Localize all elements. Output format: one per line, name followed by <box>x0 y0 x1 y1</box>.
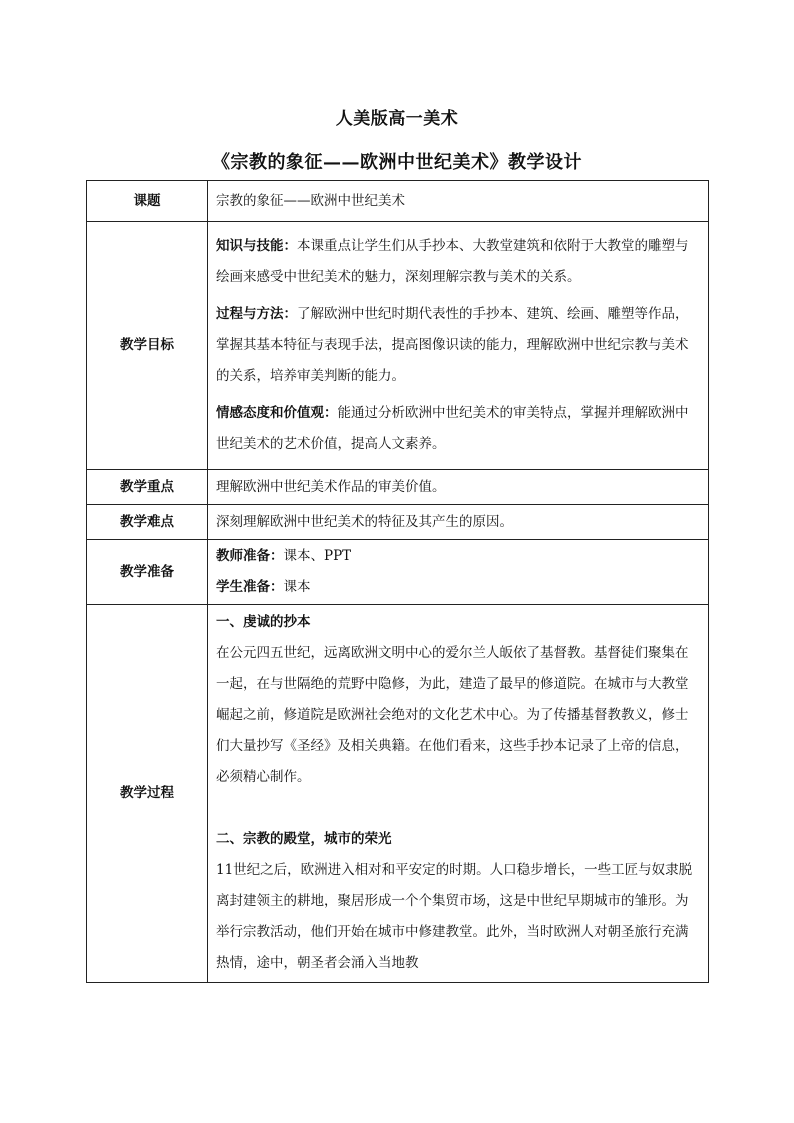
process-cell <box>208 605 709 983</box>
emotion-text: 能通过分析欧洲中世纪美术的审美特点，掌握并理解欧洲中世纪美术的艺术价值，提高人文素养。 <box>216 405 689 452</box>
section2-heading: 二、宗教的殿堂，城市的荣光 <box>216 831 392 847</box>
table-row <box>87 605 709 983</box>
section2-text: 11世纪之后，欧洲进入相对和平安定的时期。人口稳步增长，一些工匠与奴隶脱离封建领主的耕地，聚居形成一个个集贸市场，这是中世纪早期城市的雏形。为举行宗教活动，他们开始在城市中修建教堂。此外，当时欧洲人对朝圣旅行充满热情，途中，朝圣者会涌入当地教 <box>216 862 693 971</box>
student-prep-text: 课本 <box>283 579 311 595</box>
emotion-paragraph <box>216 395 700 463</box>
table-row <box>87 505 709 540</box>
difficulties-label: 教学难点 <box>87 505 208 540</box>
table-row <box>87 540 709 605</box>
topic-label: 课题 <box>87 181 208 222</box>
preparation-label: 教学准备 <box>87 540 208 605</box>
document-subtitle: 《宗教的象征——欧洲中世纪美术》教学设计 <box>212 152 582 173</box>
table-row <box>87 222 709 470</box>
table-row <box>87 181 709 222</box>
section-spacer <box>216 793 700 824</box>
knowledge-paragraph <box>216 228 700 296</box>
teacher-prep-text: 课本、PPT <box>283 548 352 564</box>
document-title: 人美版高一美术 <box>335 109 459 129</box>
key-points-value: 理解欧洲中世纪美术作品的审美价值。 <box>208 470 709 505</box>
difficulties-value: 深刻理解欧洲中世纪美术的特征及其产生的原因。 <box>208 505 709 540</box>
student-prep <box>216 572 700 603</box>
student-prep-label: 学生准备： <box>216 579 284 595</box>
process-label: 教学过程 <box>87 605 208 983</box>
table-row <box>87 470 709 505</box>
teacher-prep-label: 教师准备： <box>216 548 284 564</box>
objectives-cell <box>208 222 709 470</box>
section1-text: 在公元四五世纪，远离欧洲文明中心的爱尔兰人皈依了基督教。基督徒们聚集在一起，在与世隔绝的荒野中隐修，为此，建造了最早的修道院。在城市与大教堂崛起之前，修道院是欧洲社会绝对的文化艺术中心。为了传播基督教教义，修士们大量抄写《圣经》及相关典籍。在他们看来，这些手抄本记录了上帝的信息，必须精心制作。 <box>216 645 689 785</box>
process-method-text: 了解欧洲中世纪时期代表性的手抄本、建筑、绘画、雕塑等作品，掌握其基本特征与表现手法，提高图像识读的能力，理解欧洲中世纪宗教与美术的关系，培养审美判断的能力。 <box>216 306 689 384</box>
knowledge-label: 知识与技能： <box>216 238 297 254</box>
topic-value: 宗教的象征——欧洲中世纪美术 <box>208 181 709 222</box>
preparation-cell <box>208 540 709 605</box>
objectives-label: 教学目标 <box>87 222 208 470</box>
lesson-plan-table <box>86 180 709 983</box>
process-method-label: 过程与方法： <box>216 306 297 322</box>
knowledge-text: 本课重点让学生们从手抄本、大教堂建筑和依附于大教堂的雕塑与绘画来感受中世纪美术的魅力，深刻理解宗教与美术的关系。 <box>216 238 689 285</box>
emotion-label: 情感态度和价值观： <box>216 405 338 421</box>
process-paragraph <box>216 296 700 395</box>
section1-heading: 一、虔诚的抄本 <box>216 614 311 630</box>
key-points-label: 教学重点 <box>87 470 208 505</box>
teacher-prep <box>216 541 700 572</box>
